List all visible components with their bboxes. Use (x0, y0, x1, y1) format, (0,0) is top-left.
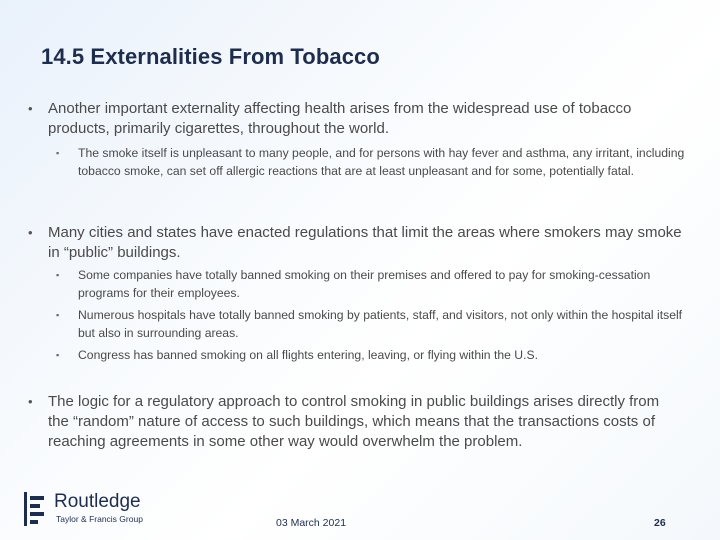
sub-bullet-marker: ▪ (56, 270, 60, 280)
sub-bullet-text: The smoke itself is unpleasant to many people, and for persons with hay fever and asthma, any irritant, including tobacco smoke, can set off allergic reactions that are at least unpleasant and for some, potentially fatal. (78, 146, 685, 178)
bullet-marker: • (28, 101, 33, 116)
bullet-text: Another important externality affecting health arises from the widespread use of tobacco products, primarily cigarettes, throughout the world. (48, 100, 632, 137)
bullet-marker: • (28, 394, 33, 409)
sub-bullet-text: Some companies have totally banned smoking on their premises and offered to pay for smoking-cessation programs for their employees. (78, 268, 651, 300)
bullet-text: Many cities and states have enacted regulations that limit the areas where smokers may smoke in “public” buildings. (48, 224, 682, 261)
sub-bullet-marker: ▪ (56, 148, 60, 158)
bullet-marker: • (28, 225, 33, 240)
bullet-1 (24, 99, 684, 139)
sub-bullet-2-1 (56, 266, 692, 302)
sub-bullet-text: Congress has banned smoking on all flights entering, leaving, or flying within the U.S. (78, 348, 538, 362)
logo-subtitle: Taylor & Francis Group (56, 514, 143, 524)
logo-name: Routledge (54, 491, 141, 512)
bullet-text: The logic for a regulatory approach to control smoking in public buildings arises directly from the “random” nature of access to such buildings, which means that the transactions costs of reaching agreements in some other way would overwhelm the problem. (48, 393, 660, 450)
slide-title: 14.5 Externalities From Tobacco (41, 44, 380, 69)
sub-bullet-1-1 (56, 144, 692, 180)
routledge-emblem-icon (24, 492, 49, 526)
footer-date: 03 March 2021 (276, 517, 347, 529)
sub-bullet-2-3 (56, 346, 692, 364)
sub-bullet-2-2 (56, 306, 692, 342)
sub-bullet-marker: ▪ (56, 310, 60, 320)
publisher-logo (24, 490, 164, 530)
page-number: 26 (654, 517, 666, 529)
sub-bullet-marker: ▪ (56, 350, 60, 360)
bullet-3 (24, 392, 684, 452)
bullet-2 (24, 223, 684, 263)
sub-bullet-text: Numerous hospitals have totally banned smoking by patients, staff, and visitors, not only within the hospital itself but also in surrounding areas. (78, 308, 683, 340)
